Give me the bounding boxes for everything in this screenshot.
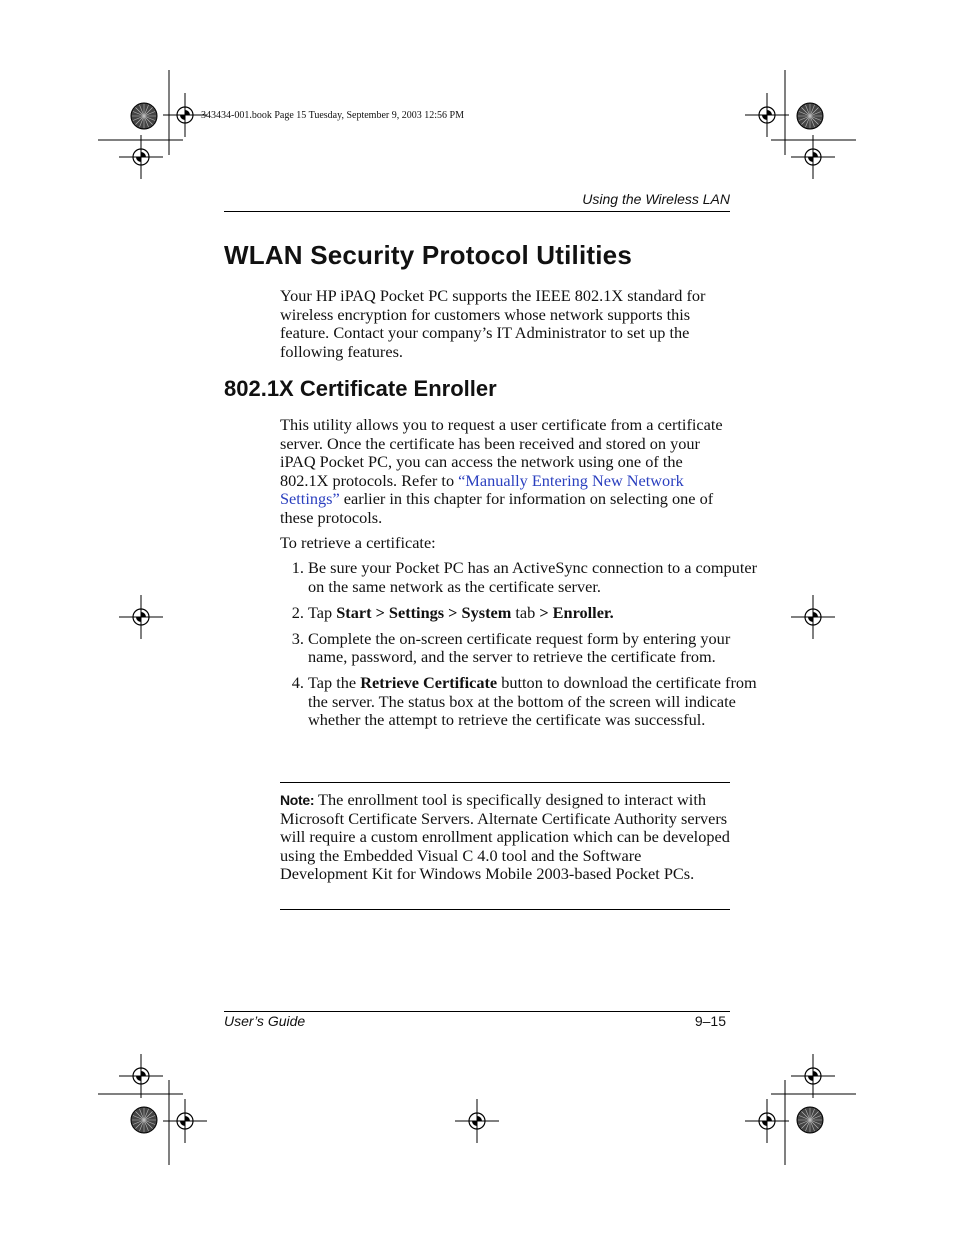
step-4-rest: button to download the certificate from the server. The status box at the bottom of the screen will indicate whether the attempt to retrieve the certificate was successful. — [308, 673, 757, 729]
list-item — [308, 559, 758, 596]
enroller-paragraph — [280, 416, 730, 527]
steps-list — [280, 559, 758, 737]
note-bottom-rule — [280, 909, 730, 910]
list-item — [308, 674, 758, 730]
note-label: Note: — [280, 792, 315, 808]
step-1-text: Be sure your Pocket PC has an ActiveSync connection to a computer on the same network as the certificate server. — [308, 558, 757, 596]
page-title: WLAN Security Protocol Utilities — [224, 240, 633, 270]
list-item — [308, 604, 758, 623]
step-4-prefix: Tap the — [308, 673, 361, 692]
step-2-path: Start > Settings > System — [336, 602, 512, 622]
paragraph-text: This utility allows you to request a user certificate from a certificate server. Once the certificate has been received and stored on your iPAQ Pocket PC, you can access the network using one of the 802.1X protocols. Refer to — [280, 415, 723, 490]
retrieve-certificate-term: Retrieve Certificate — [360, 673, 498, 692]
footer-guide-name: User’s Guide — [224, 1013, 306, 1029]
subsection-title: 802.1X Certificate Enroller — [224, 376, 497, 401]
intro-paragraph: Your HP iPAQ Pocket PC supports the IEEE 802.1X standard for wireless encryption for customers whose network supports this feature. Contact your company’s IT Administrator to set up the following features. — [280, 286, 706, 361]
running-head: Using the Wireless LAN — [582, 191, 730, 207]
manually-entering-link[interactable]: “Manually Entering New Network Settings” — [280, 470, 684, 508]
book-info: 343434-001.book Page 15 Tuesday, September 9, 2003 12:56 PM — [201, 110, 464, 121]
step-2-enroller: > Enroller. — [539, 602, 614, 622]
step-2-mid: tab — [511, 602, 540, 622]
note-top-rule — [280, 782, 730, 783]
note-paragraph — [280, 791, 730, 884]
step-3-text: Complete the on-screen certificate request form by entering your name, password, and the server to retrieve the certificate from. — [308, 628, 731, 666]
paragraph-text-end: earlier in this chapter for information on selecting one of these protocols. — [280, 489, 714, 527]
lead-in: To retrieve a certificate: — [280, 533, 436, 552]
step-2-prefix: Tap — [308, 602, 337, 622]
note-text: The enrollment tool is specifically designed to interact with Microsoft Certificate Servers. Alternate Certificate Authority servers will require a custom enrollment application which can be developed using the Embedded Visual C 4.0 tool and the Software Development Kit for Windows Mobile 2003-based Pocket PCs. — [280, 790, 730, 883]
header-rule — [224, 211, 730, 212]
page-number: 9–15 — [694, 1013, 726, 1029]
list-item — [308, 630, 758, 667]
footer-rule — [224, 1011, 730, 1012]
